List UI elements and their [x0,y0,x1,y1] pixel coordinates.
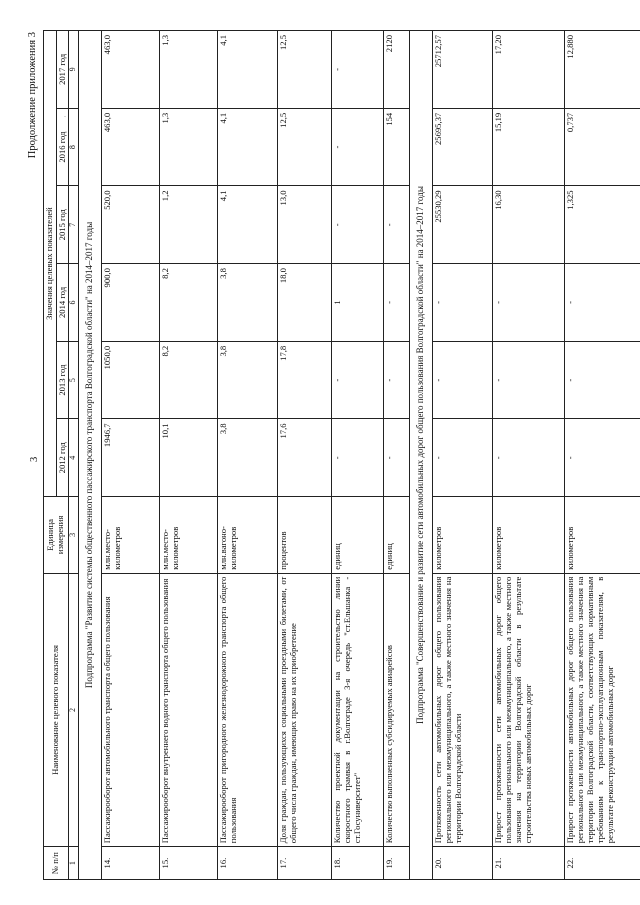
value-2012: - [433,419,493,497]
header-unit: Единица измерения [44,497,69,574]
table-row [493,31,565,880]
column-index: 3 [69,497,79,574]
value-2017: 1,3 [160,31,218,109]
indicator-unit: километров [433,497,493,574]
value-2013: - [565,341,640,419]
value-2017: 12,5 [278,31,332,109]
header-year: 2016 год [57,108,69,186]
header-target-values: Значения целевых показателей [44,31,57,497]
indicator-unit: километров [565,497,640,574]
value-2012: 3,8 [218,419,278,497]
row-number: 14. [102,847,160,880]
value-2013: 3,8 [218,341,278,419]
value-2015: 13,0 [278,186,332,264]
value-2016: 12,5 [278,108,332,186]
indicator-unit: млн.вагоно-километров [218,497,278,574]
header-indicator-name: Наименование целевого показателя [44,573,69,846]
indicator-unit: километров [493,497,565,574]
table-row [102,31,160,880]
row-number: 15. [160,847,218,880]
indicator-name: Количество выполненных субсидируемых авиарейсов [384,573,410,846]
value-2012: - [565,419,640,497]
scan-speck: . [64,110,66,119]
value-2013: - [433,341,493,419]
column-index: 6 [69,264,79,342]
value-2017: 17,20 [493,31,565,109]
value-2016: 1,3 [160,108,218,186]
indicator-name: Пассажирооборот пригородного железнодорожного транспорта общего пользования [218,573,278,846]
row-number: 22. [565,847,640,880]
value-2013: - [384,341,410,419]
value-2013: 8,2 [160,341,218,419]
value-2017: 12,880 [565,31,640,109]
value-2013: - [332,341,384,419]
indicator-name: Пассажирооборот внутреннего водного транспорта общего пользования [160,573,218,846]
header-number: № п/п [44,847,69,880]
value-2014: 18,0 [278,264,332,342]
table-row [160,31,218,880]
value-2014: - [493,264,565,342]
value-2012: 1946,7 [102,419,160,497]
value-2012: - [493,419,565,497]
row-number: 18. [332,847,384,880]
table-row [332,31,384,880]
indicator-name: Доля граждан, пользующихся социальными проездными билетами, от общего числа граждан, имеющих право на их приобретение [278,573,332,846]
value-2015: - [332,186,384,264]
value-2016: 0,737 [565,108,640,186]
value-2017: 2120 [384,31,410,109]
value-2014: 1 [332,264,384,342]
header-year: 2013 год [57,341,69,419]
value-2014: 3,8 [218,264,278,342]
value-2014: - [433,264,493,342]
indicator-name: Протяженность сети автомобильных дорог общего пользования регионального или межмуниципального, а также местного значения на территории Волгоградской области [433,573,493,846]
value-2014: 900,0 [102,264,160,342]
row-number: 20. [433,847,493,880]
subprogram-title: Подпрограмма "Развитие системы общественного пассажирского транспорта Волгоградской области" на 2014–2017 годы [78,31,101,880]
subprogram-title: Подпрограмма "Совершенствование и развитие сети автомобильных дорог общего пользования Волгоградской области" на 2014–2017 годы [410,31,433,880]
table-row [278,31,332,880]
value-2017: - [332,31,384,109]
value-2016: 15,19 [493,108,565,186]
header-year: 2017 год [57,31,69,109]
column-index: 5 [69,341,79,419]
column-index: 4 [69,419,79,497]
value-2017: 463,0 [102,31,160,109]
value-2012: 10,1 [160,419,218,497]
indicator-name: Прирост протяженности сети автомобильных дорог общего пользования регионального или межмуниципального, а также местного значения на территории Волгоградской области в результате строительства новых автомобильных дорог [493,573,565,846]
value-2015: 16,30 [493,186,565,264]
column-index: 2 [69,573,79,846]
column-index: 7 [69,186,79,264]
table-row [218,31,278,880]
value-2014: - [384,264,410,342]
row-number: 17. [278,847,332,880]
indicator-name: Пассажирооборот автомобильного транспорта общего пользования [102,573,160,846]
table-row [433,31,493,880]
value-2015: 4,1 [218,186,278,264]
value-2015: 1,2 [160,186,218,264]
value-2016: 25695,37 [433,108,493,186]
table-row [384,31,410,880]
value-2016: 463,0 [102,108,160,186]
target-indicators-table [43,30,640,880]
value-2014: 8,2 [160,264,218,342]
value-2014: - [565,264,640,342]
value-2013: 17,8 [278,341,332,419]
indicator-unit: млн.место-километров [160,497,218,574]
value-2013: 1050,0 [102,341,160,419]
value-2012: - [384,419,410,497]
indicator-unit: единиц [332,497,384,574]
value-2013: - [493,341,565,419]
indicator-name: Количество проектной документации на строительство линии скоростного трамвая в г.Волгограде 3-я очередь "ст.Ельшанка - ст.Госуниверситет" [332,573,384,846]
value-2015: 1,325 [565,186,640,264]
table-row [565,31,640,880]
column-index: 9 [69,31,79,109]
value-2016: 4,1 [218,108,278,186]
value-2017: 4,1 [218,31,278,109]
rotated-content [25,30,615,880]
row-number: 19. [384,847,410,880]
value-2017: 25712,57 [433,31,493,109]
value-2016: 154 [384,108,410,186]
indicator-name: Прирост протяженности автомобильных дорог общего пользования регионального или межмуниципального, а также местного значения на территории Волгоградской области, соответствующих нормативным требованиям к транспортно-эксплуатационным показателям, в результате реконструкции автомобильных дорог [565,573,640,846]
value-2015: 25530,29 [433,186,493,264]
value-2012: 17,6 [278,419,332,497]
row-number: 21. [493,847,565,880]
page-number: 3 [29,456,40,462]
value-2012: - [332,419,384,497]
row-number: 16. [218,847,278,880]
indicator-unit: процентов [278,497,332,574]
header-year: 2015 год [57,186,69,264]
value-2015: - [384,186,410,264]
column-index: 1 [69,847,79,880]
value-2016: - [332,108,384,186]
column-index: 8 [69,108,79,186]
header-year: 2012 год [57,419,69,497]
indicator-unit: млн.место-километров [102,497,160,574]
appendix-continuation-label: Продолжение приложения 3 [27,32,38,159]
header-year: 2014 год [57,264,69,342]
indicator-unit: единиц [384,497,410,574]
value-2015: 520,0 [102,186,160,264]
